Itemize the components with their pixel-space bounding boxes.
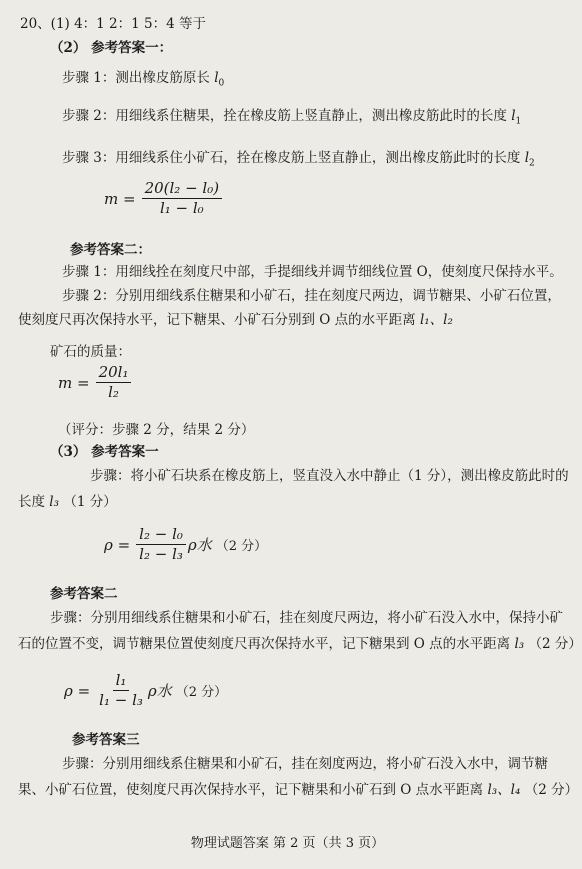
formula-denominator: l₁ − l₀ bbox=[159, 199, 204, 217]
method2-step2: 步骤 2：分别用细线系住糖果和小矿石，挂在刻度尺两边，调节糖果、小矿石位置， bbox=[62, 288, 561, 304]
part3-method3-step-cont-text: 果、小矿石位置，使刻度尺再次保持水平，记下糖果和小矿石到 O 点水平距离 bbox=[18, 782, 484, 798]
method2-step2-cont-text: 使刻度尺再次保持水平，记下糖果、小矿石分别到 O 点的水平距离 bbox=[18, 312, 416, 328]
formula-density-method1 bbox=[104, 526, 267, 563]
method1-step2 bbox=[62, 104, 521, 127]
formula-fraction bbox=[136, 526, 186, 563]
method1-step3 bbox=[62, 146, 535, 169]
method2-step2-cont bbox=[18, 308, 453, 328]
formula-score: （2 分） bbox=[215, 539, 268, 554]
part3-method3-vars: l₃、l₄ bbox=[487, 782, 521, 798]
method2-heading: 参考答案二： bbox=[70, 242, 151, 258]
formula-numerator: 20l₁ bbox=[96, 364, 132, 383]
formula-score: （2 分） bbox=[175, 685, 228, 700]
length-var: l₃ bbox=[49, 494, 60, 510]
method1-step1-var: l bbox=[214, 70, 219, 86]
method1-step2-sub: 1 bbox=[515, 116, 522, 127]
formula-fraction bbox=[96, 672, 146, 709]
formula-rho-water: ρ水 bbox=[147, 682, 172, 700]
formula-lhs: m = bbox=[58, 373, 90, 392]
formula-lhs: ρ = bbox=[104, 535, 131, 554]
length-label: 长度 bbox=[18, 494, 45, 510]
part3-method3-score: （2 分） bbox=[524, 782, 579, 798]
part3-method2-step-cont bbox=[18, 632, 582, 652]
page-footer: 物理试题答案 第 2 页（共 3 页） bbox=[190, 836, 385, 851]
part3-method2-score: （2 分） bbox=[528, 636, 582, 652]
formula-denominator: l₂ bbox=[108, 383, 119, 401]
part3-method2-step: 步骤：分别用细线系住糖果和小矿石，挂在刻度尺两边，将小矿石没入水中，保持小矿 bbox=[50, 610, 563, 626]
part3-method1-step: 步骤：将小矿石块系在橡皮筋上，竖直没入水中静止（1 分），测出橡皮筋此时的 bbox=[90, 468, 569, 484]
method2-step1: 步骤 1：用细线拴在刻度尺中部，手提细线并调节细线位置 O，使刻度尺保持水平。 bbox=[62, 264, 563, 280]
part3-method2-step-cont-text: 石的位置不变，调节糖果位置使刻度尺再次保持水平，记下糖果到 O 点的水平距离 bbox=[18, 636, 511, 652]
method1-step2-var: l bbox=[511, 108, 516, 124]
formula-density-method2 bbox=[64, 672, 227, 709]
part3-method3-step: 步骤：分别用细线系住糖果和小矿石，挂在刻度两边，将小矿石没入水中，调节糖 bbox=[62, 756, 548, 772]
formula-numerator: 20(l₂ − l₀) bbox=[142, 180, 223, 199]
scoring-note: （评分：步骤 2 分，结果 2 分） bbox=[58, 422, 255, 438]
part3-method3-heading: 参考答案三 bbox=[72, 732, 140, 748]
formula-numerator: l₂ − l₀ bbox=[136, 526, 186, 545]
formula-mass-method2 bbox=[58, 364, 133, 401]
method1-step1-sub: 0 bbox=[218, 78, 225, 89]
q20-part3-heading: （3） 参考答案一 bbox=[50, 444, 159, 460]
part3-method2-heading: 参考答案二 bbox=[50, 586, 118, 602]
ore-mass-label: 矿石的质量： bbox=[50, 344, 131, 360]
part3-method2-var: l₃ bbox=[514, 636, 525, 652]
method1-step3-var: l bbox=[524, 150, 530, 166]
q20-part2-heading: （2） 参考答案一： bbox=[50, 40, 173, 56]
q20-part1: 20、(1) 4：1 2：1 5：4 等于 bbox=[20, 16, 207, 32]
part3-method3-step-cont bbox=[18, 778, 578, 798]
part3-method1-step-cont bbox=[18, 490, 117, 510]
method2-distances: l₁、l₂ bbox=[419, 312, 453, 328]
formula-lhs: ρ = bbox=[64, 681, 91, 700]
formula-fraction bbox=[142, 180, 223, 217]
formula-rho-water: ρ水 bbox=[187, 536, 212, 554]
formula-fraction bbox=[96, 364, 132, 401]
method1-step3-sub: 2 bbox=[529, 158, 535, 169]
formula-lhs: m = bbox=[104, 189, 136, 208]
method1-step2-text: 步骤 2：用细线系住糖果，拴在橡皮筋上竖直静止，测出橡皮筋此时的长度 bbox=[62, 108, 507, 124]
length-score: （1 分） bbox=[63, 494, 117, 510]
formula-denominator: l₂ − l₃ bbox=[139, 545, 183, 563]
method1-step3-text: 步骤 3：用细线系住小矿石，拴在橡皮筋上竖直静止，测出橡皮筋此时的长度 bbox=[62, 150, 521, 166]
formula-mass-method1 bbox=[104, 180, 224, 217]
method1-step1-text: 步骤 1：测出橡皮筋原长 bbox=[62, 70, 210, 86]
formula-denominator: l₁ − l₃ bbox=[99, 691, 143, 709]
formula-numerator: l₁ bbox=[113, 672, 130, 691]
method1-step1 bbox=[62, 66, 224, 89]
